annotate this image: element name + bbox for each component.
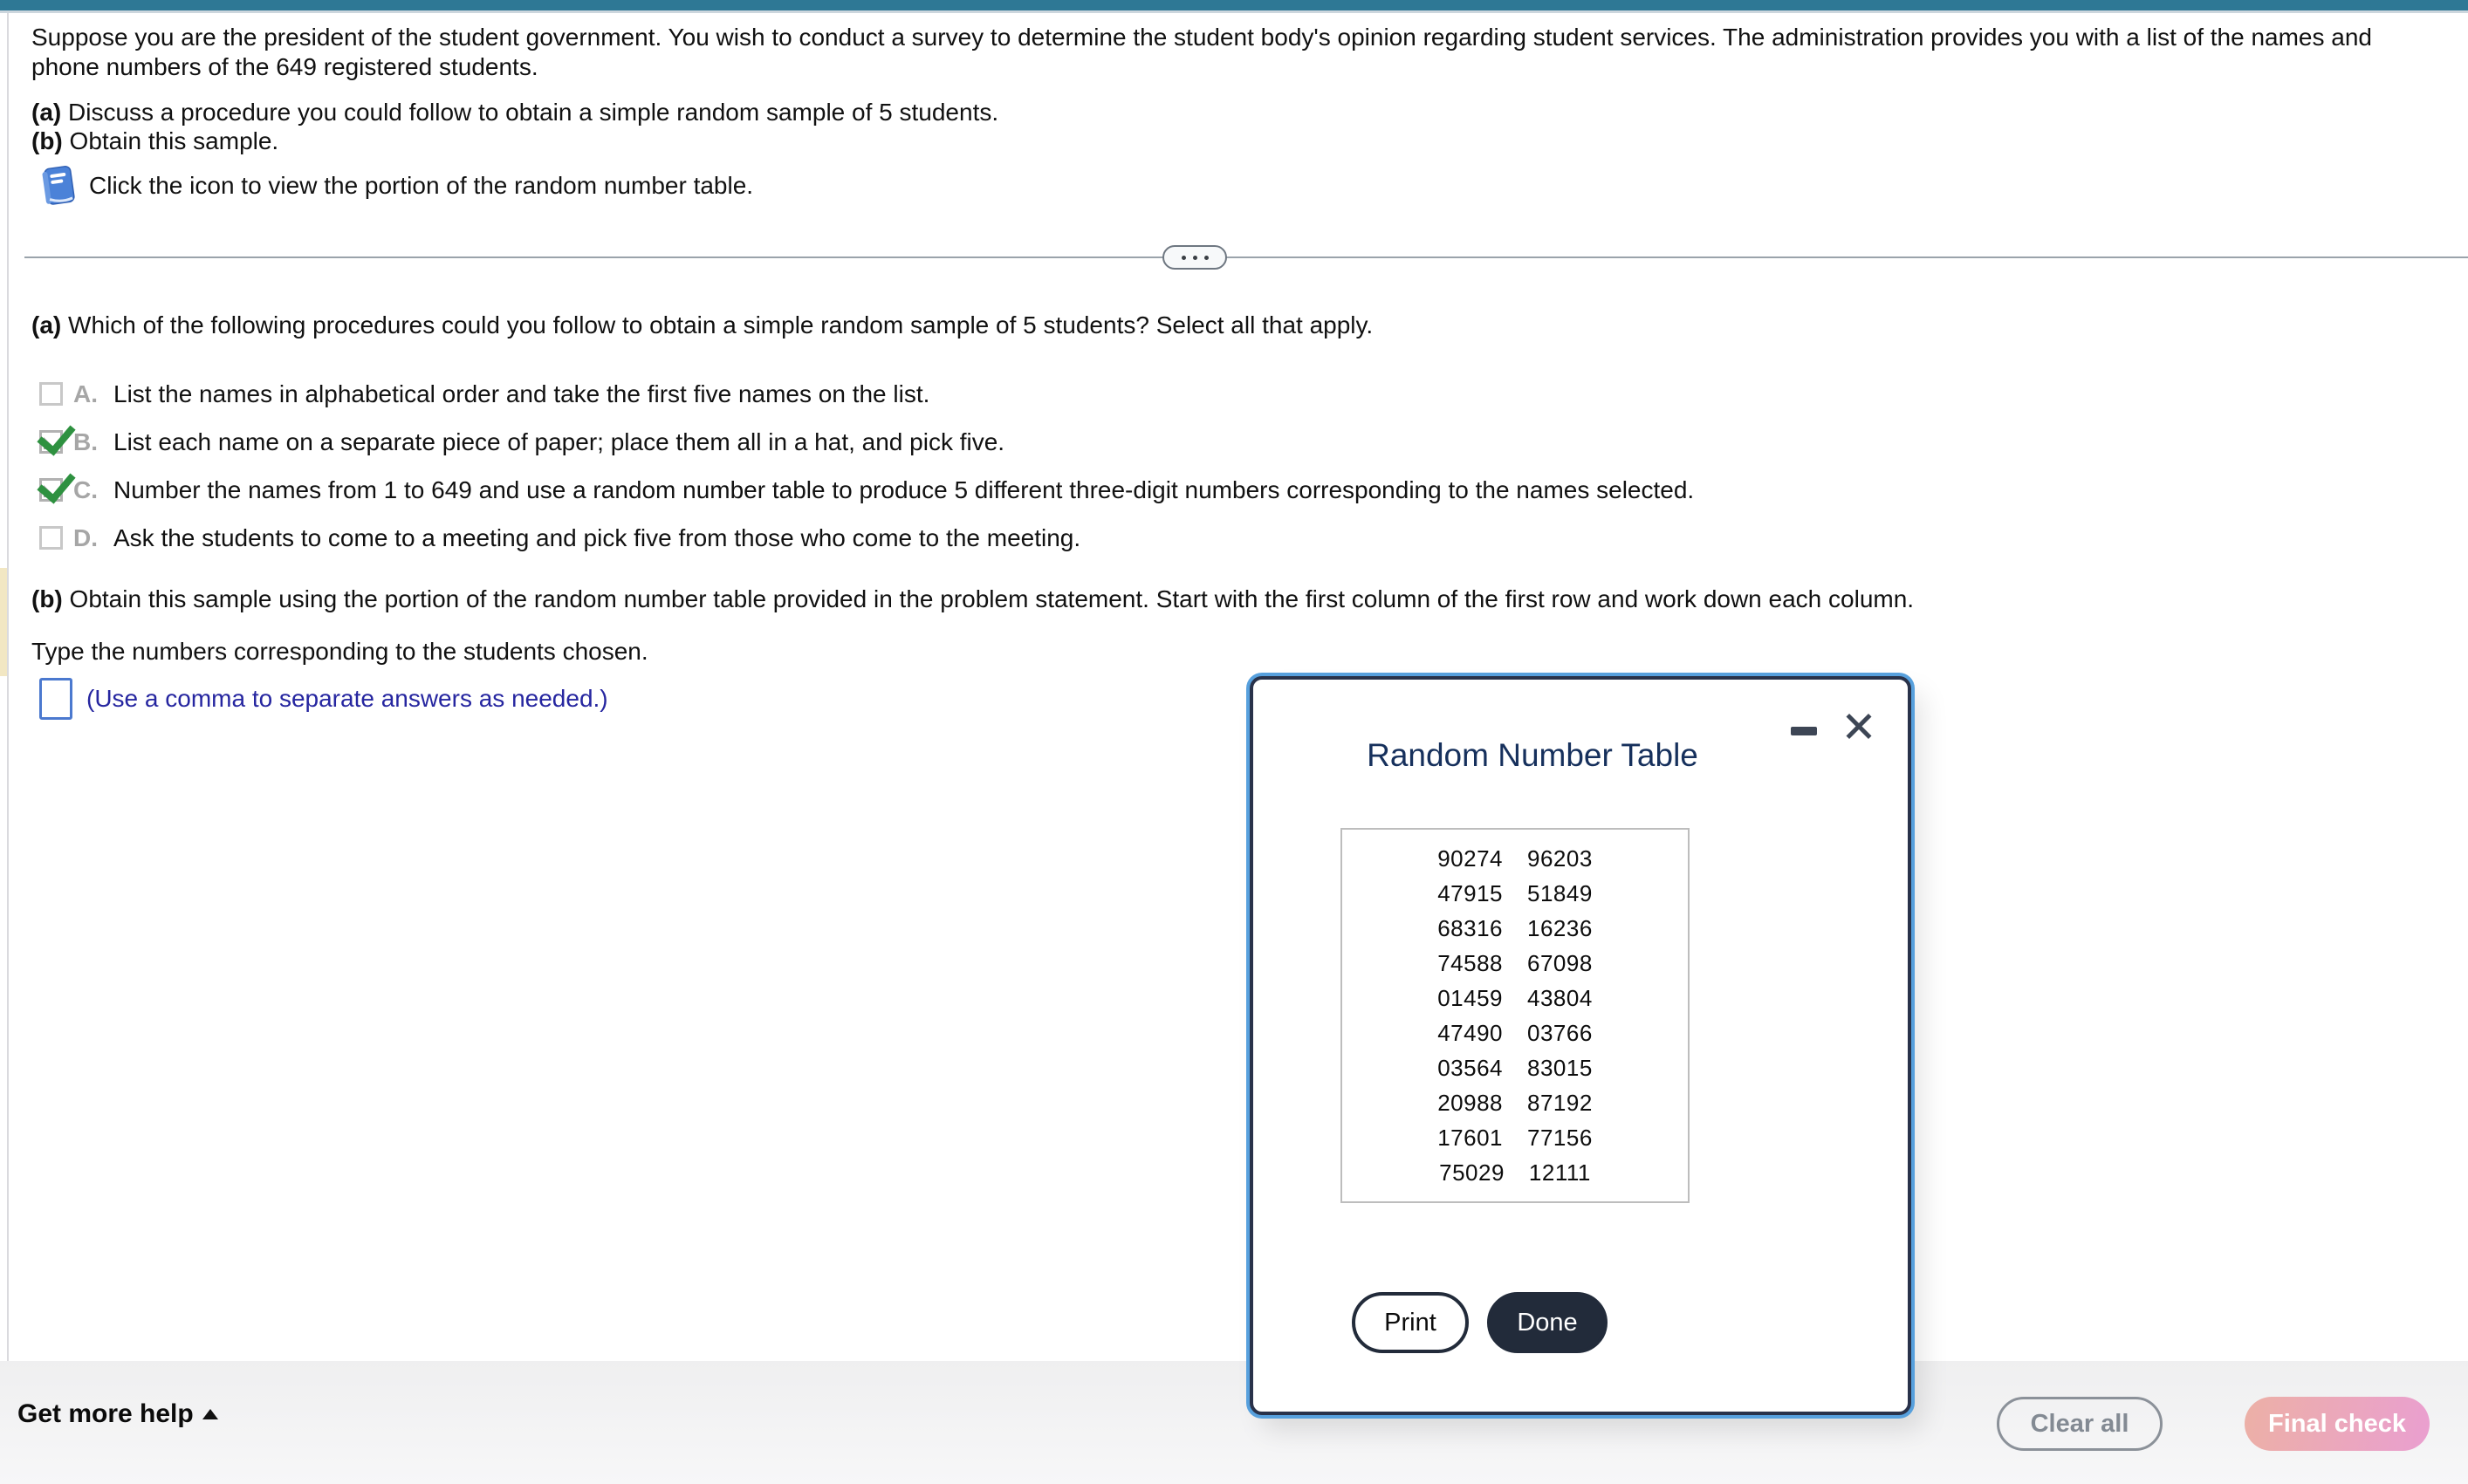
random-number: 74588 <box>1437 949 1503 976</box>
table-row <box>1437 1085 1593 1120</box>
option-row <box>39 514 1694 562</box>
get-more-help-button[interactable] <box>17 1399 218 1429</box>
option-text: Number the names from 1 to 649 and use a random number table to produce 5 different three-digit numbers corresponding to the names selected. <box>113 475 1695 503</box>
table-row <box>1437 1050 1593 1085</box>
table-row <box>1437 911 1593 946</box>
part-b-text: Obtain this sample. <box>69 127 279 154</box>
top-accent-edge <box>0 10 2468 13</box>
answer-hint: (Use a comma to separate answers as needed.) <box>86 685 608 712</box>
random-number-table-dialog <box>1250 676 1911 1415</box>
part-b-label: (b) <box>31 127 63 154</box>
random-number: 16236 <box>1527 914 1593 941</box>
question-b-text: Obtain this sample using the portion of the random number table provided in the problem statement. Start with the first column of the first row and work down each column. <box>69 585 1915 612</box>
random-number: 83015 <box>1527 1054 1593 1081</box>
random-number: 03564 <box>1437 1054 1503 1081</box>
random-number: 12111 <box>1528 1159 1591 1186</box>
table-row <box>1437 876 1593 911</box>
question-b-prompt: Type the numbers corresponding to the students chosen. <box>31 638 648 665</box>
option-text: List each name on a separate piece of paper; place them all in a hat, and pick five. <box>113 427 1005 455</box>
random-number-table <box>1340 828 1690 1203</box>
book-icon[interactable] <box>40 164 77 208</box>
random-number: 51849 <box>1527 879 1593 906</box>
random-number: 03766 <box>1527 1019 1593 1046</box>
table-row <box>1439 1155 1591 1190</box>
done-button[interactable]: Done <box>1487 1292 1608 1353</box>
option-list <box>39 370 1694 562</box>
option-letter: B. <box>73 427 98 455</box>
close-icon[interactable] <box>1840 708 1878 746</box>
part-a-text: Discuss a procedure you could follow to obtain a simple random sample of 5 students. <box>68 99 999 126</box>
random-number: 20988 <box>1437 1089 1503 1116</box>
question-b <box>31 585 1914 614</box>
table-row <box>1437 841 1593 876</box>
random-number: 90274 <box>1437 845 1503 872</box>
dialog-title: Random Number Table <box>1367 737 1698 773</box>
random-number: 75029 <box>1439 1159 1505 1186</box>
book-icon-label: Click the icon to view the portion of the random number table. <box>89 172 754 199</box>
random-number: 01459 <box>1437 984 1503 1011</box>
option-row <box>39 418 1694 466</box>
question-a-label: (a) <box>31 311 62 339</box>
footer-bar <box>0 1361 2468 1484</box>
checkbox-unchecked[interactable] <box>39 382 63 406</box>
option-row <box>39 370 1694 418</box>
random-number: 47490 <box>1437 1019 1503 1046</box>
ellipsis-icon <box>1204 256 1209 260</box>
table-row <box>1437 981 1593 1016</box>
random-number: 47915 <box>1437 879 1503 906</box>
table-row <box>1437 1016 1593 1050</box>
caret-up-icon <box>202 1409 218 1419</box>
answer-row <box>39 677 608 721</box>
minimize-icon[interactable] <box>1789 721 1820 742</box>
section-divider <box>24 256 2468 258</box>
current-question-marker <box>0 568 7 676</box>
clear-all-button[interactable]: Clear all <box>1997 1397 2163 1451</box>
problem-part-b <box>31 127 278 156</box>
question-a-text: Which of the following procedures could you follow to obtain a simple random sample of 5 students? Select all that apply. <box>68 311 1374 339</box>
final-check-button[interactable]: Final check <box>2245 1397 2430 1451</box>
checkbox-unchecked[interactable] <box>39 526 63 550</box>
random-number: 77156 <box>1527 1124 1593 1151</box>
problem-part-a <box>31 98 998 127</box>
question-b-label: (b) <box>31 585 63 612</box>
random-number: 68316 <box>1437 914 1503 941</box>
checkbox-checked[interactable] <box>39 478 63 502</box>
random-number: 17601 <box>1437 1124 1503 1151</box>
question-a <box>31 311 1373 340</box>
option-row <box>39 466 1694 514</box>
table-row <box>1437 946 1593 981</box>
part-a-label: (a) <box>31 99 62 126</box>
table-icon-row <box>40 162 753 209</box>
answer-input[interactable] <box>39 678 72 720</box>
random-number: 96203 <box>1527 845 1593 872</box>
checkbox-checked[interactable] <box>39 430 63 454</box>
ellipsis-icon <box>1193 256 1197 260</box>
get-more-help-label: Get more help <box>17 1399 194 1428</box>
random-number: 43804 <box>1527 984 1593 1011</box>
option-letter: A. <box>73 380 98 407</box>
problem-statement: Suppose you are the president of the student government. You wish to conduct a survey to determine the student body's opinion regarding student services. The administration provides you with a list of the names and phone numbers of the 649 registered students. <box>31 24 2372 80</box>
option-letter: D. <box>73 523 98 551</box>
option-letter: C. <box>73 475 98 503</box>
option-text: Ask the students to come to a meeting and pick five from those who come to the meeting. <box>113 523 1081 551</box>
print-button[interactable]: Print <box>1352 1292 1469 1353</box>
option-text: List the names in alphabetical order and take the first five names on the list. <box>113 380 930 407</box>
random-number: 67098 <box>1527 949 1593 976</box>
random-number: 87192 <box>1527 1089 1593 1116</box>
table-row <box>1437 1120 1593 1155</box>
divider-ellipsis-button[interactable] <box>1162 245 1227 270</box>
ellipsis-icon <box>1182 256 1186 260</box>
content-left-border <box>7 13 9 1361</box>
top-accent-bar <box>0 0 2468 10</box>
